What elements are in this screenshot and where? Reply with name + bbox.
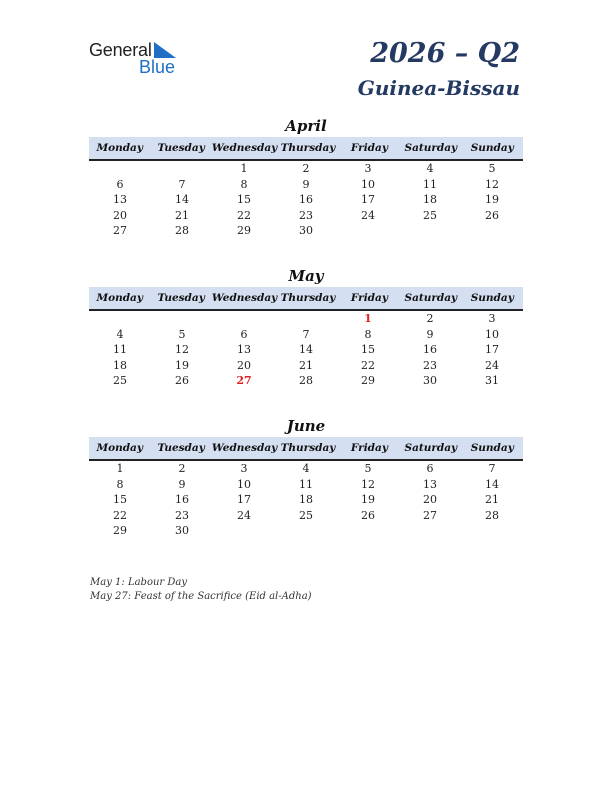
day-cell: 3 xyxy=(240,462,248,475)
day-cell: 26 xyxy=(485,208,499,222)
day-cell: 3 xyxy=(488,312,496,325)
month-calendar-2 xyxy=(89,416,523,539)
day-cell: 10 xyxy=(237,477,251,491)
day-cell: 5 xyxy=(178,327,186,341)
day-cell: 16 xyxy=(423,343,437,356)
day-cell: 9 xyxy=(426,327,434,341)
day-cell xyxy=(151,311,213,327)
weekday-label: Tuesday xyxy=(157,292,205,304)
day-cell: 1 xyxy=(116,462,124,475)
day-cell xyxy=(337,523,399,539)
day-cell: 29 xyxy=(113,524,127,537)
week-row xyxy=(89,477,523,493)
day-cell: 25 xyxy=(113,374,127,387)
day-cell xyxy=(337,223,399,239)
day-cell: 25 xyxy=(299,508,313,522)
day-cell: 17 xyxy=(237,493,251,506)
day-cell xyxy=(89,311,151,327)
day-cell: 27 xyxy=(113,224,127,237)
weekday-label: Monday xyxy=(96,142,143,154)
day-cell: 14 xyxy=(175,193,189,206)
week-row xyxy=(89,161,523,177)
day-cell: 4 xyxy=(116,327,124,341)
day-cell: 7 xyxy=(488,462,496,475)
weekday-label: Friday xyxy=(350,442,388,454)
day-cell: 14 xyxy=(299,343,313,356)
day-cell: 5 xyxy=(364,462,372,475)
month-name: June xyxy=(286,417,326,435)
day-cell: 5 xyxy=(488,162,496,175)
week-row xyxy=(89,342,523,358)
week-row xyxy=(89,208,523,224)
day-cell: 20 xyxy=(423,493,437,506)
day-cell: 24 xyxy=(485,358,499,372)
week-row xyxy=(89,358,523,374)
day-cell: 22 xyxy=(113,508,127,522)
day-cell: 4 xyxy=(302,462,310,475)
day-cell: 21 xyxy=(175,208,189,222)
holiday-notes xyxy=(90,576,312,603)
weekday-header xyxy=(89,287,523,311)
week-row xyxy=(89,523,523,539)
day-cell: 10 xyxy=(361,177,375,191)
day-cell: 11 xyxy=(113,343,127,356)
day-cell: 4 xyxy=(426,162,434,175)
day-cell: 2 xyxy=(178,462,186,475)
weekday-label: Sunday xyxy=(470,292,514,304)
day-cell: 13 xyxy=(423,477,437,491)
month-name: May xyxy=(288,267,324,285)
day-cell: 6 xyxy=(116,177,124,191)
day-cell: 16 xyxy=(299,193,313,206)
day-cell: 17 xyxy=(485,343,499,356)
day-cell: 22 xyxy=(361,358,375,372)
day-cell: 2 xyxy=(426,312,434,325)
week-row xyxy=(89,327,523,343)
logo-word-blue: Blue xyxy=(139,57,176,77)
day-cell xyxy=(213,311,275,327)
weekday-label: Monday xyxy=(96,442,143,454)
day-cell: 28 xyxy=(299,374,313,387)
weekday-label: Thursday xyxy=(280,142,336,154)
day-cell: 29 xyxy=(361,374,375,387)
day-cell: 9 xyxy=(302,177,310,191)
week-row xyxy=(89,223,523,239)
day-cell: 30 xyxy=(175,524,189,537)
day-cell: 11 xyxy=(299,477,313,491)
day-cell xyxy=(275,311,337,327)
month-name: April xyxy=(285,117,327,135)
day-cell xyxy=(399,223,461,239)
day-cell: 28 xyxy=(485,508,499,522)
day-cell: 27 xyxy=(236,374,252,387)
day-cell: 26 xyxy=(175,374,189,387)
day-cell: 10 xyxy=(485,327,499,341)
day-cell: 12 xyxy=(485,177,499,191)
day-cell: 1 xyxy=(240,162,248,175)
day-cell: 6 xyxy=(426,462,434,475)
day-cell: 7 xyxy=(302,327,310,341)
day-cell: 3 xyxy=(364,162,372,175)
day-cell: 15 xyxy=(113,493,127,506)
day-cell xyxy=(213,523,275,539)
day-cell: 19 xyxy=(175,358,189,372)
weekday-label: Monday xyxy=(96,292,143,304)
day-cell: 30 xyxy=(299,224,313,237)
month-calendar-0 xyxy=(89,116,523,239)
weekday-label: Thursday xyxy=(280,292,336,304)
day-cell: 20 xyxy=(113,208,127,222)
day-cell: 23 xyxy=(299,208,313,222)
day-cell: 16 xyxy=(175,493,189,506)
day-cell: 18 xyxy=(299,493,313,506)
day-cell: 12 xyxy=(361,477,375,491)
day-cell: 18 xyxy=(423,193,437,206)
weekday-label: Saturday xyxy=(404,442,458,454)
day-cell xyxy=(151,161,213,177)
page-subtitle: Guinea-Bissau xyxy=(357,76,520,100)
month-calendar-1 xyxy=(89,266,523,389)
week-row xyxy=(89,311,523,327)
day-cell xyxy=(275,523,337,539)
generalblue-logo xyxy=(89,40,189,76)
day-cell: 12 xyxy=(175,343,189,356)
day-cell: 26 xyxy=(361,508,375,522)
day-cell: 19 xyxy=(485,193,499,206)
day-cell: 1 xyxy=(364,312,372,325)
day-cell: 18 xyxy=(113,358,127,372)
weekday-label: Wednesday xyxy=(211,442,278,454)
day-cell: 13 xyxy=(113,193,127,206)
week-row xyxy=(89,373,523,389)
day-cell: 23 xyxy=(175,508,189,522)
day-cell: 24 xyxy=(361,208,375,222)
day-cell: 27 xyxy=(423,508,437,522)
logo-triangle-icon xyxy=(154,42,176,58)
week-row xyxy=(89,492,523,508)
day-cell: 21 xyxy=(485,493,499,506)
day-cell: 24 xyxy=(237,508,251,522)
week-row xyxy=(89,508,523,524)
day-cell: 31 xyxy=(485,374,499,387)
day-cell: 6 xyxy=(240,327,248,341)
logo-word-general: General xyxy=(89,40,152,60)
week-row xyxy=(89,192,523,208)
day-cell: 11 xyxy=(423,177,437,191)
weekday-label: Saturday xyxy=(404,292,458,304)
day-cell xyxy=(399,523,461,539)
holiday-note: May 27: Feast of the Sacrifice (Eid al-Adha) xyxy=(90,590,312,602)
day-cell: 15 xyxy=(361,343,375,356)
day-cell: 20 xyxy=(237,358,251,372)
day-cell: 30 xyxy=(423,374,437,387)
day-cell: 7 xyxy=(178,177,186,191)
holiday-note: May 1: Labour Day xyxy=(90,577,187,588)
day-cell: 2 xyxy=(302,162,310,175)
weekday-label: Tuesday xyxy=(157,142,205,154)
day-cell: 21 xyxy=(299,358,313,372)
weekday-label: Thursday xyxy=(280,442,336,454)
weekday-label: Tuesday xyxy=(157,442,205,454)
day-cell: 13 xyxy=(237,343,251,356)
day-cell: 15 xyxy=(237,193,251,206)
day-cell: 25 xyxy=(423,208,437,222)
week-row xyxy=(89,177,523,193)
day-cell: 8 xyxy=(240,177,248,191)
weekday-label: Friday xyxy=(350,142,388,154)
day-cell: 29 xyxy=(237,224,251,237)
day-cell: 22 xyxy=(237,208,251,222)
weekday-label: Wednesday xyxy=(211,142,278,154)
weekday-label: Saturday xyxy=(404,142,458,154)
day-cell: 23 xyxy=(423,358,437,372)
day-cell: 9 xyxy=(178,477,186,491)
day-cell: 8 xyxy=(364,327,372,341)
day-cell: 19 xyxy=(361,493,375,506)
page-title: 2026 – Q2 xyxy=(370,38,520,69)
day-cell: 14 xyxy=(485,477,499,491)
day-cell: 8 xyxy=(116,477,124,491)
weekday-header xyxy=(89,137,523,161)
weekday-header xyxy=(89,437,523,461)
weekday-label: Friday xyxy=(350,292,388,304)
weekday-label: Sunday xyxy=(470,142,514,154)
day-cell xyxy=(461,223,523,239)
day-cell: 28 xyxy=(175,224,189,237)
weekday-label: Wednesday xyxy=(211,292,278,304)
day-cell xyxy=(89,161,151,177)
day-cell: 17 xyxy=(361,193,375,206)
weekday-label: Sunday xyxy=(470,442,514,454)
week-row xyxy=(89,461,523,477)
day-cell xyxy=(461,523,523,539)
